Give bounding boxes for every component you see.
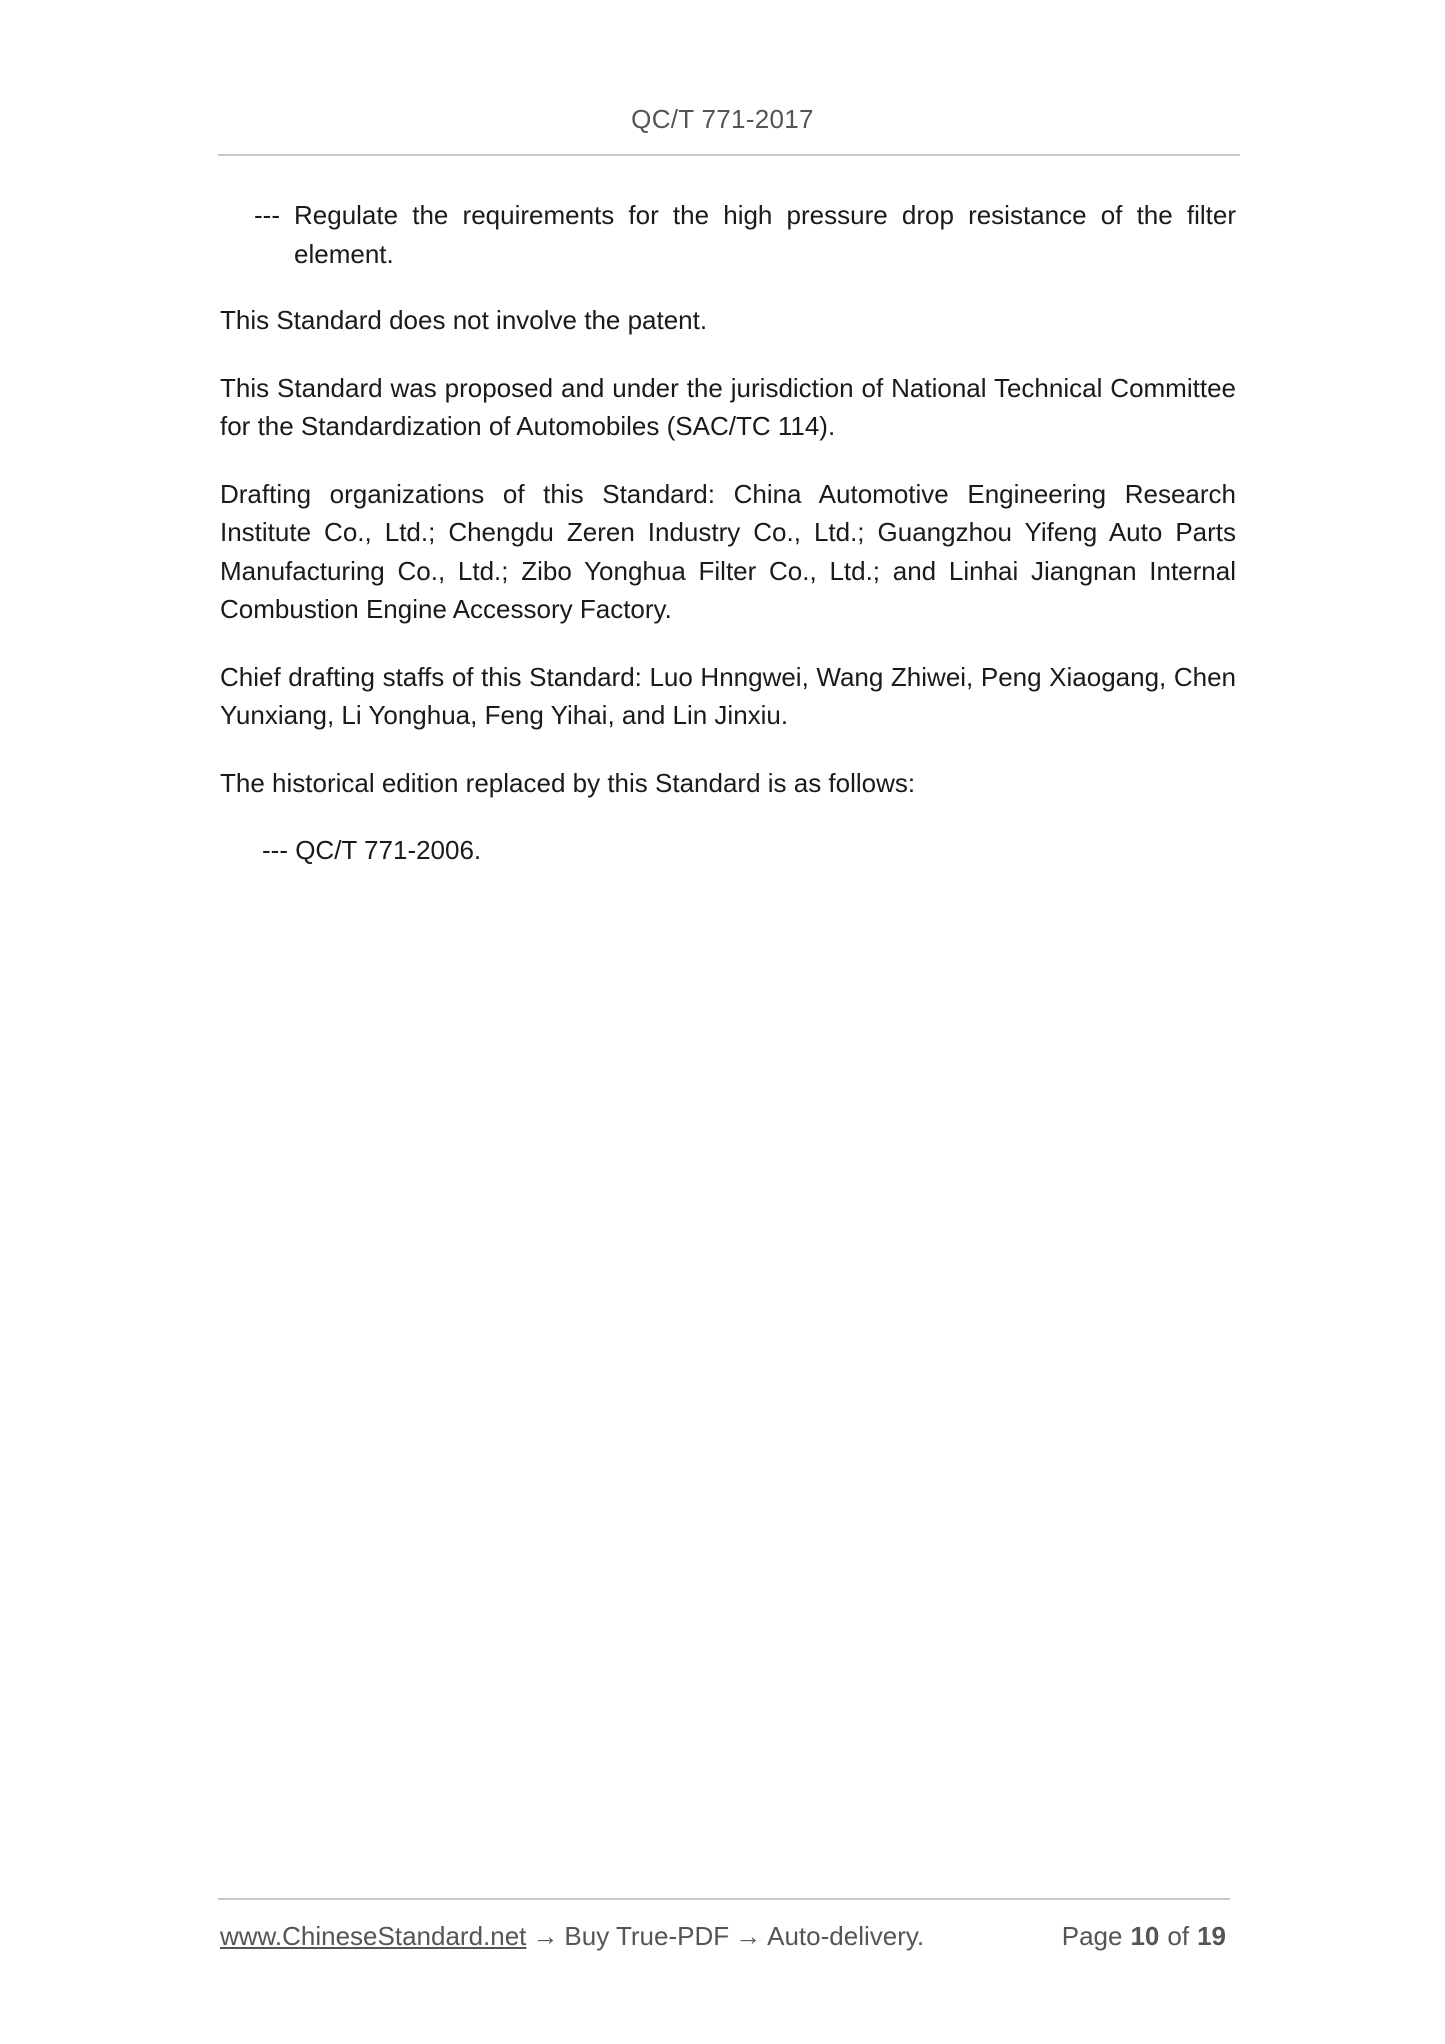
page-label: Page [1061, 1921, 1123, 1951]
buy-true-pdf-text: Buy True-PDF [564, 1921, 730, 1951]
paragraph-historical-edition: The historical edition replaced by this Standard is as follows: [220, 767, 916, 798]
current-page-number: 10 [1130, 1921, 1160, 1951]
paragraph-proposed: This Standard was proposed and under the jurisdiction of National Technical Committee for the Standardization of Automobiles (SAC/TC 114). [220, 372, 1236, 441]
document-header-title: QC/T 771-2017 [631, 104, 814, 134]
chinese-standard-link[interactable]: www.ChineseStandard.net [220, 1921, 527, 1951]
dash-item-text: Regulate the requirements for the high pressure drop resistance of the filter element. [294, 200, 1236, 269]
page-footer [220, 1916, 1230, 1956]
document-body [220, 196, 1236, 870]
header-divider [218, 154, 1240, 156]
dash-list-item [254, 196, 1236, 273]
arrow-right-icon: → [532, 1921, 559, 1951]
footer-promo [220, 1916, 924, 1956]
auto-delivery-text: Auto-delivery. [767, 1921, 925, 1951]
page-of-label: of [1167, 1921, 1190, 1951]
historical-edition-item: --- QC/T 771-2006. [262, 835, 482, 865]
paragraph-chief-drafting-staffs: Chief drafting staffs of this Standard: Luo Hnngwei, Wang Zhiwei, Peng Xiaogang, Chen Yunxiang, Li Yonghua, Feng Yihai, and Lin Jinxiu. [220, 661, 1236, 730]
paragraph-drafting-organizations: Drafting organizations of this Standard: China Automotive Engineering Research Institute Co., Ltd.; Chengdu Zeren Industry Co., Ltd.; Guangzhou Yifeng Auto Parts Manufacturing Co., Ltd.; Zibo Yonghua Filter Co., Ltd.; and Linhai Jiangnan Internal Combustion Engine Accessory Factory. [220, 478, 1236, 624]
paragraph-patent: This Standard does not involve the patent. [220, 305, 708, 335]
page-indicator [1062, 1916, 1226, 1956]
dash-marker: --- [254, 200, 280, 230]
footer-divider [218, 1898, 1230, 1900]
total-page-count: 19 [1197, 1921, 1226, 1951]
arrow-right-icon: → [735, 1921, 762, 1951]
